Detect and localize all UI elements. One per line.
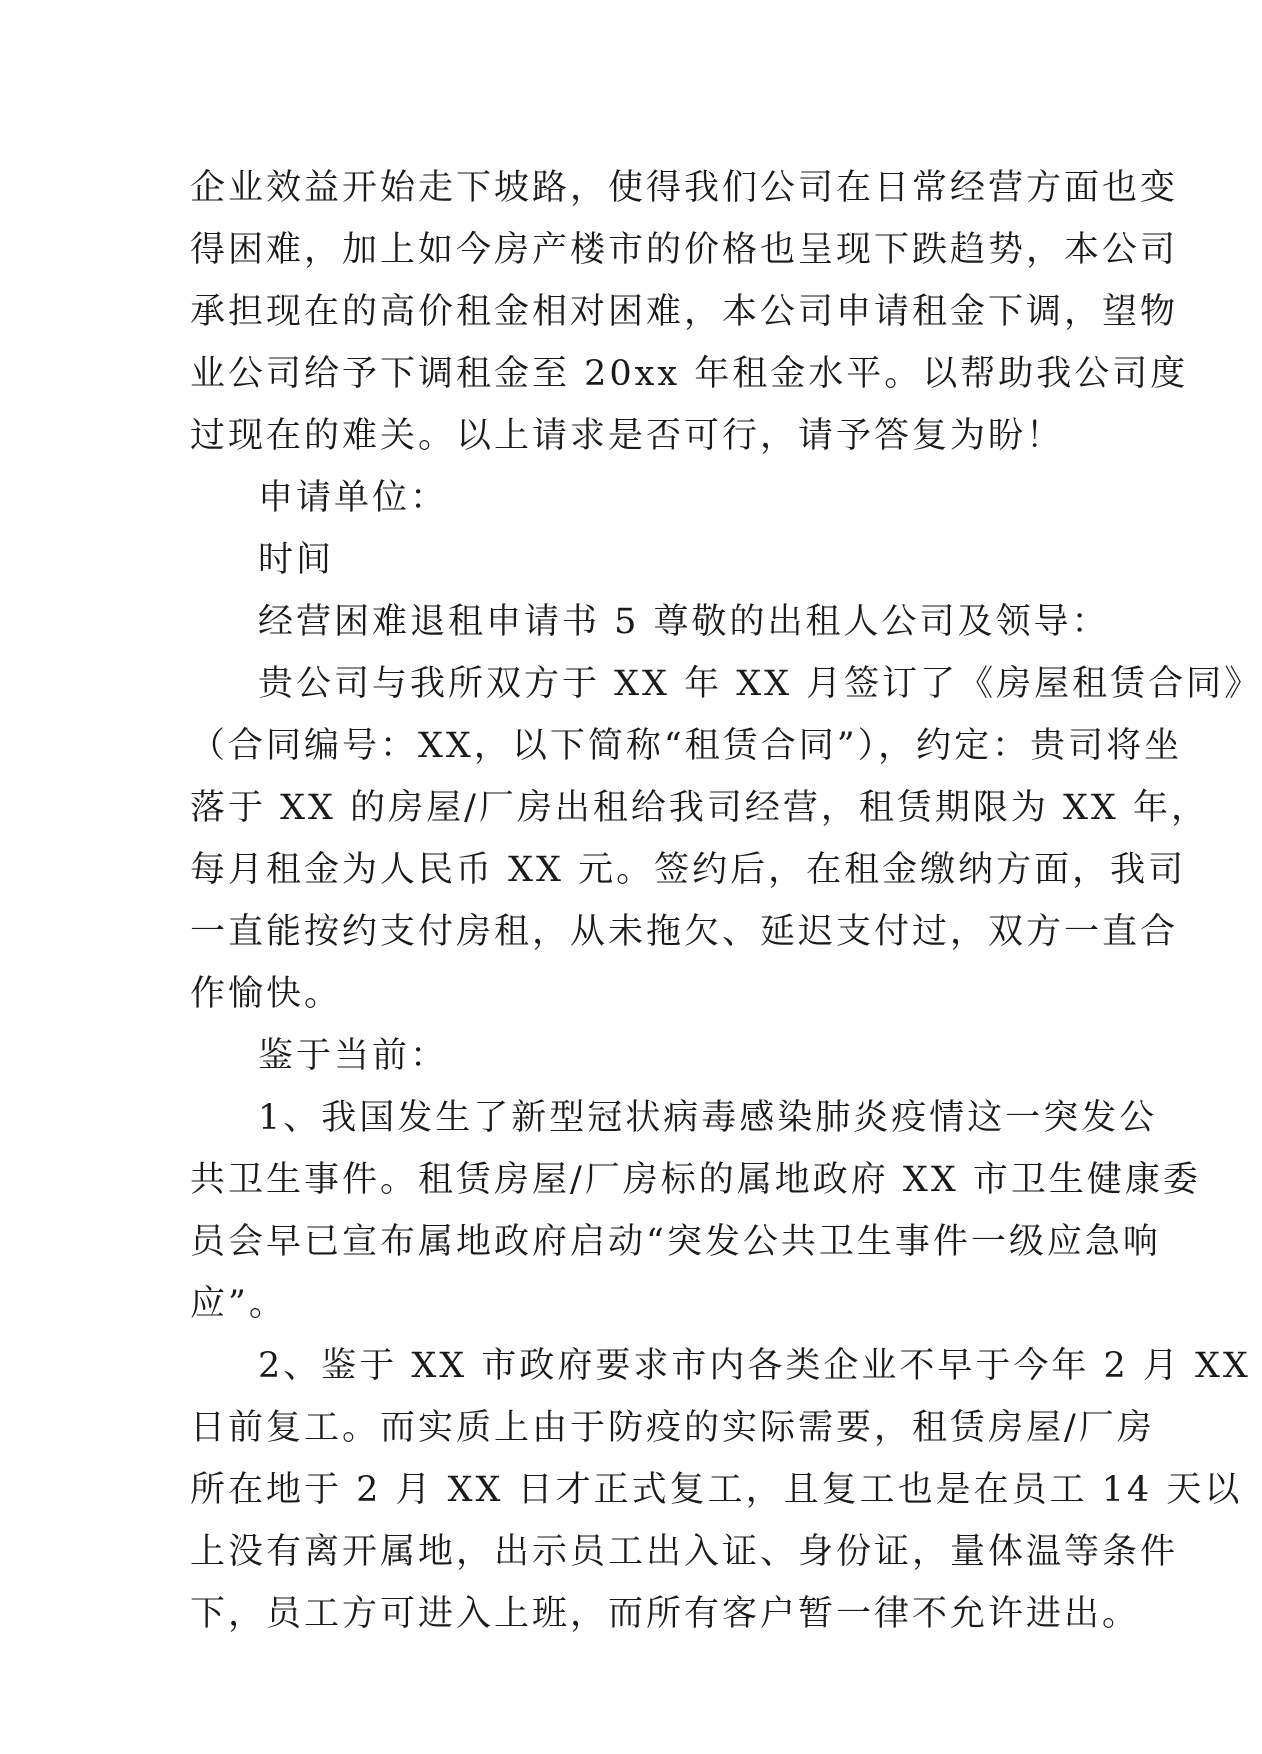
text-line: 作愉快。 [190,974,343,1014]
text-line: 过现在的难关。以上请求是否可行，请予答复为盼！ [190,416,1065,456]
text-line: 鉴于当前： [258,1036,449,1076]
text-line: 时间 [258,540,335,580]
text-line: 得困难，加上如今房产楼市的价格也呈现下跌趋势，本公司 [190,230,1179,270]
text-line: 所在地于 2 月 XX 日才正式复工，且复工也是在员工 14 天以 [190,1470,1243,1510]
text-line: 上没有离开属地，出示员工出入证、身份证，量体温等条件 [190,1532,1179,1572]
text-line: 贵公司与我所双方于 XX 年 XX 月签订了《房屋租赁合同》 [258,664,1262,704]
text-line: 落于 XX 的房屋/厂房出租给我司经营，租赁期限为 XX 年， [190,788,1209,828]
document-body [190,157,1262,1645]
text-line: 员会早已宣布属地政府启动“突发公共卫生事件一级应急响 [190,1222,1161,1262]
text-line: 经营困难退租申请书 5 尊敬的出租人公司及领导： [258,602,1110,642]
text-line: 申请单位： [258,478,449,518]
text-line: （合同编号：XX，以下简称“租赁合同”），约定：贵司将坐 [190,726,1183,766]
text-line: 应”。 [190,1284,287,1324]
text-line: 共卫生事件。租赁房屋/厂房标的属地政府 XX 市卫生健康委 [190,1160,1201,1200]
text-line: 每月租金为人民币 XX 元。签约后，在租金缴纳方面，我司 [190,850,1187,890]
text-line: 业公司给予下调租金至 20xx 年租金水平。以帮助我公司度 [190,354,1189,394]
text-line: 承担现在的高价租金相对困难，本公司申请租金下调，望物 [190,292,1179,332]
text-line: 企业效益开始走下坡路，使得我们公司在日常经营方面也变 [190,168,1179,208]
text-line: 下，员工方可进入上班，而所有客户暂一律不允许进出。 [190,1594,1141,1634]
text-line: 日前复工。而实质上由于防疫的实际需要，租赁房屋/厂房 [190,1408,1155,1448]
text-line: 1、我国发生了新型冠状病毒感染肺炎疫情这一突发公 [258,1098,1158,1138]
text-line: 2、鉴于 XX 市政府要求市内各类企业不早于今年 2 月 XX [258,1346,1251,1386]
text-line: 一直能按约支付房租，从未拖欠、延迟支付过，双方一直合 [190,912,1179,952]
